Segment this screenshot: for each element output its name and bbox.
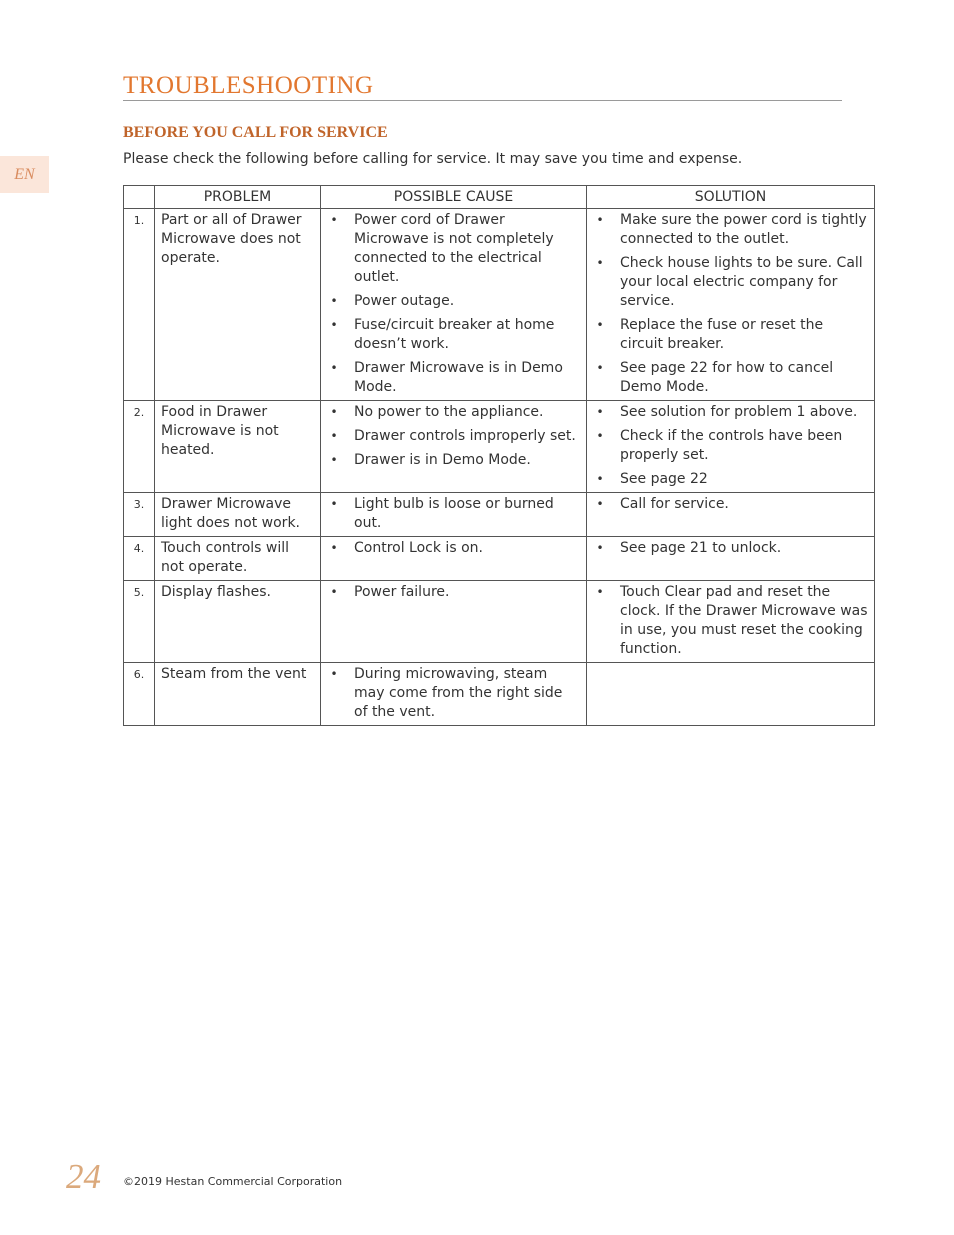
solution-list bbox=[593, 403, 868, 489]
bullet-icon: • bbox=[330, 497, 338, 511]
cause-text: Power failure. bbox=[354, 584, 450, 600]
solution-item bbox=[593, 254, 868, 311]
cause-list bbox=[327, 495, 580, 533]
cause-text: Power cord of Drawer Microwave is not completely connected to the electrical outlet. bbox=[354, 212, 554, 285]
solution-cell bbox=[587, 581, 875, 663]
cause-text: Control Lock is on. bbox=[354, 540, 483, 556]
cause-item bbox=[327, 539, 580, 558]
bullet-icon: • bbox=[330, 541, 338, 555]
table-row bbox=[124, 581, 875, 663]
cause-cell bbox=[321, 581, 587, 663]
problem-cell: Steam from the vent bbox=[155, 663, 321, 726]
cause-text: Light bulb is loose or burned out. bbox=[354, 496, 554, 531]
solution-text: See page 22 bbox=[620, 471, 708, 487]
bullet-icon: • bbox=[596, 213, 604, 227]
table-row bbox=[124, 663, 875, 726]
intro-text: Please check the following before calling for service. It may save you time and expense. bbox=[123, 151, 743, 167]
solution-text: Touch Clear pad and reset the clock. If the Drawer Microwave was in use, you must reset the cooking function. bbox=[620, 584, 868, 657]
bullet-icon: • bbox=[330, 318, 338, 332]
bullet-icon: • bbox=[596, 361, 604, 375]
solution-cell bbox=[587, 209, 875, 401]
table-row bbox=[124, 493, 875, 537]
cause-item bbox=[327, 583, 580, 602]
cause-item bbox=[327, 211, 580, 287]
solution-cell bbox=[587, 493, 875, 537]
solution-item bbox=[593, 470, 868, 489]
bullet-icon: • bbox=[330, 429, 338, 443]
solution-list bbox=[593, 539, 868, 558]
cause-list bbox=[327, 403, 580, 470]
language-tab: EN bbox=[0, 156, 49, 193]
bullet-icon: • bbox=[596, 472, 604, 486]
solution-item bbox=[593, 427, 868, 465]
header-number bbox=[124, 186, 155, 209]
solution-cell bbox=[587, 537, 875, 581]
bullet-icon: • bbox=[596, 585, 604, 599]
cause-text: Drawer controls improperly set. bbox=[354, 428, 576, 444]
solution-item bbox=[593, 316, 868, 354]
header-possible-cause: POSSIBLE CAUSE bbox=[321, 186, 587, 209]
solution-cell bbox=[587, 663, 875, 726]
bullet-icon: • bbox=[330, 405, 338, 419]
title-divider bbox=[123, 100, 842, 101]
page-number: 24 bbox=[66, 1157, 101, 1196]
problem-cell: Touch controls will not operate. bbox=[155, 537, 321, 581]
section-title: BEFORE YOU CALL FOR SERVICE bbox=[123, 124, 388, 141]
problem-cell: Food in Drawer Microwave is not heated. bbox=[155, 401, 321, 493]
solution-item bbox=[593, 403, 868, 422]
troubleshooting-table bbox=[123, 185, 875, 726]
cause-list bbox=[327, 583, 580, 602]
solution-list bbox=[593, 583, 868, 659]
cause-item bbox=[327, 292, 580, 311]
cause-cell bbox=[321, 493, 587, 537]
solution-text: Call for service. bbox=[620, 496, 729, 512]
problem-cell: Display flashes. bbox=[155, 581, 321, 663]
table-header-row bbox=[124, 186, 875, 209]
solution-text: See page 21 to unlock. bbox=[620, 540, 782, 556]
cause-list bbox=[327, 665, 580, 722]
cause-text: No power to the appliance. bbox=[354, 404, 544, 420]
bullet-icon: • bbox=[596, 541, 604, 555]
cause-item bbox=[327, 403, 580, 422]
cause-text: Power outage. bbox=[354, 293, 455, 309]
bullet-icon: • bbox=[330, 361, 338, 375]
bullet-icon: • bbox=[330, 453, 338, 467]
solution-text: See solution for problem 1 above. bbox=[620, 404, 858, 420]
table-row bbox=[124, 209, 875, 401]
row-number: 3. bbox=[124, 493, 155, 537]
cause-text: Fuse/circuit breaker at home doesn’t work. bbox=[354, 317, 555, 352]
solution-text: Replace the fuse or reset the circuit breaker. bbox=[620, 317, 824, 352]
cause-item bbox=[327, 495, 580, 533]
cause-item bbox=[327, 427, 580, 446]
cause-cell bbox=[321, 209, 587, 401]
row-number: 5. bbox=[124, 581, 155, 663]
page-title: TROUBLESHOOTING bbox=[123, 72, 374, 99]
cause-item bbox=[327, 359, 580, 397]
cause-item bbox=[327, 316, 580, 354]
solution-text: Check house lights to be sure. Call your local electric company for service. bbox=[620, 255, 863, 309]
solution-list bbox=[593, 495, 868, 514]
cause-cell bbox=[321, 401, 587, 493]
cause-text: Drawer Microwave is in Demo Mode. bbox=[354, 360, 563, 395]
bullet-icon: • bbox=[596, 429, 604, 443]
solution-list bbox=[593, 211, 868, 397]
bullet-icon: • bbox=[330, 585, 338, 599]
solution-item bbox=[593, 583, 868, 659]
row-number: 1. bbox=[124, 209, 155, 401]
header-problem: PROBLEM bbox=[155, 186, 321, 209]
solution-item bbox=[593, 495, 868, 514]
bullet-icon: • bbox=[596, 405, 604, 419]
header-solution: SOLUTION bbox=[587, 186, 875, 209]
bullet-icon: • bbox=[596, 318, 604, 332]
table-row bbox=[124, 537, 875, 581]
table-body bbox=[124, 209, 875, 726]
cause-cell bbox=[321, 537, 587, 581]
copyright-text: ©2019 Hestan Commercial Corporation bbox=[123, 1175, 343, 1188]
row-number: 2. bbox=[124, 401, 155, 493]
solution-item bbox=[593, 539, 868, 558]
cause-cell bbox=[321, 663, 587, 726]
solution-cell bbox=[587, 401, 875, 493]
solution-text: Make sure the power cord is tightly connected to the outlet. bbox=[620, 212, 867, 247]
row-number: 4. bbox=[124, 537, 155, 581]
cause-text: During microwaving, steam may come from the right side of the vent. bbox=[354, 666, 563, 720]
bullet-icon: • bbox=[330, 667, 338, 681]
bullet-icon: • bbox=[596, 256, 604, 270]
solution-text: Check if the controls have been properly set. bbox=[620, 428, 843, 463]
table-row bbox=[124, 401, 875, 493]
cause-item bbox=[327, 665, 580, 722]
cause-list bbox=[327, 211, 580, 397]
solution-item bbox=[593, 211, 868, 249]
bullet-icon: • bbox=[596, 497, 604, 511]
cause-item bbox=[327, 451, 580, 470]
problem-cell: Part or all of Drawer Microwave does not operate. bbox=[155, 209, 321, 401]
cause-list bbox=[327, 539, 580, 558]
solution-text: See page 22 for how to cancel Demo Mode. bbox=[620, 360, 834, 395]
row-number: 6. bbox=[124, 663, 155, 726]
bullet-icon: • bbox=[330, 213, 338, 227]
bullet-icon: • bbox=[330, 294, 338, 308]
problem-cell: Drawer Microwave light does not work. bbox=[155, 493, 321, 537]
solution-item bbox=[593, 359, 868, 397]
cause-text: Drawer is in Demo Mode. bbox=[354, 452, 531, 468]
